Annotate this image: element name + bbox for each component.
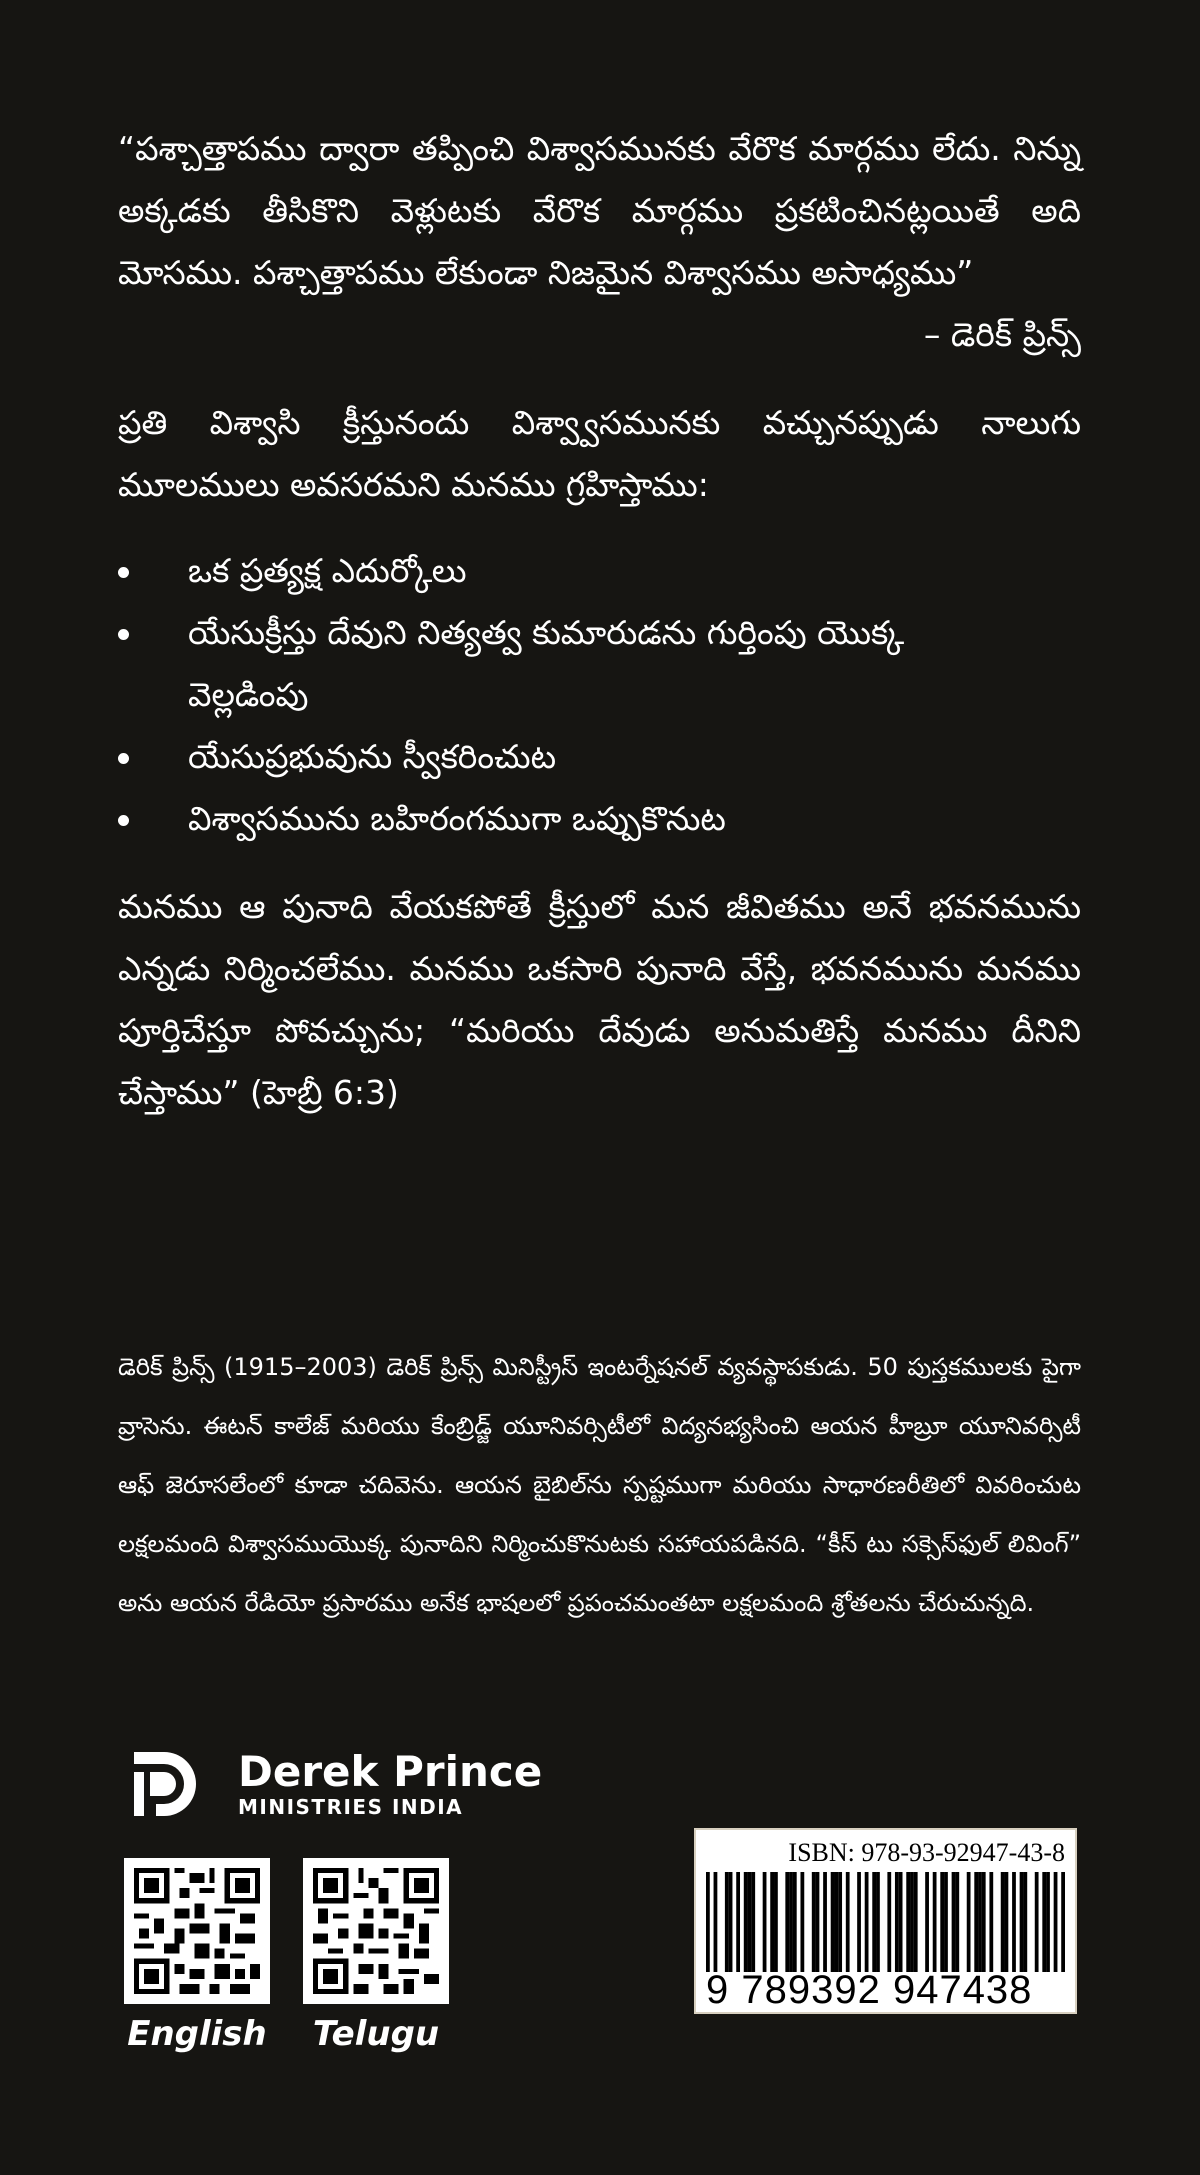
publisher-logo [128,1744,542,1824]
bullet-icon [118,629,129,640]
bullet-icon [118,567,129,578]
qr-code-icon[interactable] [124,1858,270,2004]
back-cover-text [118,118,1081,1124]
logo-subtitle: MINISTRIES INDIA [238,1795,464,1819]
quote-attribution: – డెరిక్ ప్రిన్స్ [923,315,1081,354]
isbn-label: ISBN: 978-93-92947-43-8 [788,1838,1065,1867]
ean-number: 9 789392 947438 [706,1968,1033,2012]
list-item [118,726,1081,788]
foundations-list [118,540,1081,850]
closing-paragraph: మనము ఆ పునాది వేయకపోతే క్రీస్తులో మన జీవితము అనే భవనమును ఎన్నడు నిర్మించలేము. మనము ఒకసారి పునాది వేస్తే, భవనమును మనము పూర్తిచేస్తూ పోవచ్చును; “మరియు దేవుడు అనుమతిస్తే మనము దీనిని చేస్తాము” (హెబ్రీ 6:3) [118,887,1081,1112]
list-item-text: ఒక ప్రత్యక్ష ఎదుర్కోలు [188,551,467,590]
qr-label-english: English [127,2014,267,2054]
qr-label-telugu: Telugu [312,2014,440,2054]
isbn-barcode [694,1828,1077,2014]
qr-english[interactable] [124,1858,270,2054]
qr-code-icon[interactable] [303,1858,449,2004]
bullet-icon [118,753,129,764]
list-item-text: యేసుప్రభువును స్వీకరించుట [188,737,557,776]
author-bio: డెరిక్ ప్రిన్స్ (1915–2003) డెరిక్ ప్రిన్స్ మినిస్ట్రీస్ ఇంటర్నేషనల్ వ్యవస్థాపకుడు. 50 పుస్తకములకు పైగా వ్రాసెను. ఈటన్ కాలేజ్ మరియు కేంబ్రిడ్జ్ యూనివర్సిటీలో విద్యనభ్యసించి ఆయన హీబ్రూ యూనివర్సిటీ ఆఫ్ జెరూసలేంలో కూడా చదివెను. ఆయన బైబిల్‌ను స్పష్టముగా మరియు సాధారణరీతిలో వివరించుట లక్షలమంది విశ్వాసముయొక్క పునాదిని నిర్మించుకొనుటకు సహాయపడినది. “కీస్ టు సక్సెస్‌ఫుల్ లివింగ్” అను ఆయన రేడియో ప్రసారము అనేక భాషలలో ప్రపంచమంతటా లక్షలమంది శ్రోతలను చేరుచున్నది. [118,1353,1081,1617]
qr-telugu[interactable] [303,1858,449,2054]
list-item [118,540,1081,602]
barcode-icon [706,1872,1065,1972]
logo-name: Derek Prince [238,1747,543,1796]
list-item [118,788,1081,850]
derek-prince-logo-icon [128,1744,208,1824]
list-item-text: విశ్వాసమును బహిరంగముగా ఒప్పుకొనుట [188,799,726,838]
quote-text: “పశ్చాత్తాపము ద్వారా తప్పించి విశ్వాసమునకు వేరొక మార్గము లేదు. నిన్ను అక్కడకు తీసికొని వెళ్లుటకు వేరొక మార్గము ప్రకటించినట్లయితే అది మోసము. పశ్చాత్తాపము లేకుండా నిజమైన విశ్వాసము అసాధ్యము” [118,129,1081,292]
intro-paragraph: ప్రతి విశ్వాసి క్రీస్తునందు విశ్వ్వాసమునకు వచ్చునప్పుడు నాలుగు మూలములు అవసరమని మనము గ్రహిస్తాము: [118,403,1081,504]
list-item [118,602,1081,726]
bullet-icon [118,815,129,826]
list-item-text: యేసుక్రీస్తు దేవుని నిత్యత్వ కుమారుడను గుర్తింపు యొక్క వెల్లడింపు [188,613,905,714]
